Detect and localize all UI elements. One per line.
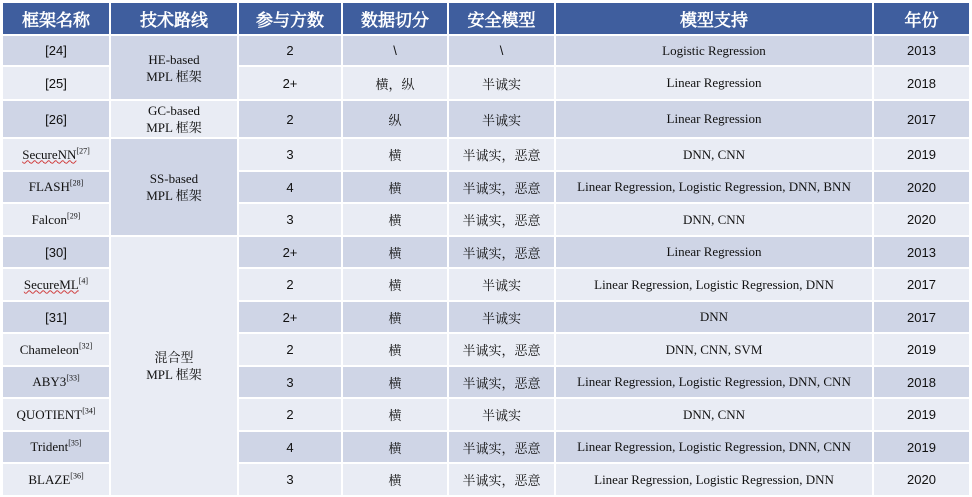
cell-parties: 3 [238,138,342,171]
cell-split: \ [342,35,448,66]
cell-name: FLASH[28] [2,171,110,203]
cell-split: 横 [342,366,448,398]
cell-parties: 2 [238,268,342,301]
cell-year: 2013 [873,236,970,268]
cell-parties: 3 [238,203,342,236]
cell-name: [24] [2,35,110,66]
cell-security: 半诚实，恶意 [448,463,555,496]
cell-model: Linear Regression [555,66,873,100]
cell-split: 横 [342,138,448,171]
cell-year: 2018 [873,366,970,398]
group-line2: MPL 框架 [146,367,202,382]
table-row [2,138,970,171]
cell-name: BLAZE[36] [2,463,110,496]
cell-model: Linear Regression, Logistic Regression, DNN, BNN [555,171,873,203]
cell-year: 2017 [873,301,970,333]
cell-year: 2019 [873,333,970,366]
cell-model: Linear Regression, Logistic Regression, DNN, CNN [555,366,873,398]
header-party-count: 参与方数 [238,2,342,35]
group-line1: SS-based [149,171,199,186]
cell-security: 半诚实，恶意 [448,236,555,268]
cell-parties: 2+ [238,236,342,268]
cell-split: 横，纵 [342,66,448,100]
cell-year: 2017 [873,268,970,301]
cell-split: 横 [342,463,448,496]
group-line1: GC-based [148,103,200,118]
cell-parties: 2 [238,100,342,138]
cell-split: 纵 [342,100,448,138]
table-row [2,35,970,66]
cell-split: 横 [342,333,448,366]
cell-security: 半诚实，恶意 [448,171,555,203]
header-year: 年份 [873,2,970,35]
cell-security: 半诚实 [448,301,555,333]
cell-model: Linear Regression, Logistic Regression, DNN, CNN [555,431,873,463]
comparison-table [1,1,971,497]
cell-name: [26] [2,100,110,138]
cell-split: 横 [342,171,448,203]
cell-name: Falcon[29] [2,203,110,236]
cell-security: 半诚实，恶意 [448,138,555,171]
cell-security: 半诚实，恶意 [448,203,555,236]
cell-security: \ [448,35,555,66]
cell-security: 半诚实 [448,398,555,431]
cell-model: DNN, CNN [555,138,873,171]
cell-security: 半诚实 [448,66,555,100]
cell-split: 横 [342,203,448,236]
cell-security: 半诚实，恶意 [448,366,555,398]
cell-year: 2019 [873,398,970,431]
cell-model: Linear Regression, Logistic Regression, DNN [555,268,873,301]
cell-year: 2018 [873,66,970,100]
cell-year: 2019 [873,431,970,463]
cell-parties: 2 [238,398,342,431]
header-tech-route: 技术路线 [110,2,238,35]
cell-parties: 2 [238,35,342,66]
cell-name: SecureNN[27] [2,138,110,171]
cell-name: ABY3[33] [2,366,110,398]
header-row [2,2,970,35]
cell-parties: 2+ [238,301,342,333]
cell-name: SecureML[4] [2,268,110,301]
cell-model: DNN, CNN, SVM [555,333,873,366]
cell-split: 横 [342,236,448,268]
group-line1: HE-based [148,51,200,67]
cell-name: Chameleon[32] [2,333,110,366]
header-model-support: 模型支持 [555,2,873,35]
cell-year: 2017 [873,100,970,138]
cell-name: [30] [2,236,110,268]
cell-group-gc [110,100,238,138]
cell-group-he [110,35,238,100]
cell-security: 半诚实，恶意 [448,333,555,366]
cell-year: 2013 [873,35,970,66]
cell-year: 2020 [873,203,970,236]
cell-model: Logistic Regression [555,35,873,66]
cell-security: 半诚实，恶意 [448,431,555,463]
table-row [2,236,970,268]
cell-model: Linear Regression, Logistic Regression, DNN [555,463,873,496]
cell-group-ss [110,138,238,236]
cell-parties: 3 [238,463,342,496]
cell-name: [31] [2,301,110,333]
cell-model: Linear Regression [555,236,873,268]
cell-split: 横 [342,398,448,431]
cell-year: 2020 [873,171,970,203]
cell-parties: 2 [238,333,342,366]
cell-parties: 4 [238,431,342,463]
header-framework-name: 框架名称 [2,2,110,35]
header-data-split: 数据切分 [342,2,448,35]
cell-split: 横 [342,431,448,463]
cell-group-hybrid [110,236,238,496]
cell-name: QUOTIENT[34] [2,398,110,431]
cell-name: Trident[35] [2,431,110,463]
cell-parties: 4 [238,171,342,203]
cell-model: DNN [555,301,873,333]
cell-model: Linear Regression [555,100,873,138]
group-line2: MPL 框架 [146,120,202,135]
cell-year: 2019 [873,138,970,171]
cell-year: 2020 [873,463,970,496]
cell-parties: 3 [238,366,342,398]
cell-split: 横 [342,301,448,333]
group-line2: MPL 框架 [146,68,202,84]
cell-security: 半诚实 [448,100,555,138]
cell-security: 半诚实 [448,268,555,301]
cell-name: [25] [2,66,110,100]
cell-parties: 2+ [238,66,342,100]
cell-split: 横 [342,268,448,301]
cell-model: DNN, CNN [555,398,873,431]
group-line1: 混合型 [154,350,194,365]
header-security-model: 安全模型 [448,2,555,35]
table-row [2,100,970,138]
group-line2: MPL 框架 [146,188,202,203]
cell-model: DNN, CNN [555,203,873,236]
